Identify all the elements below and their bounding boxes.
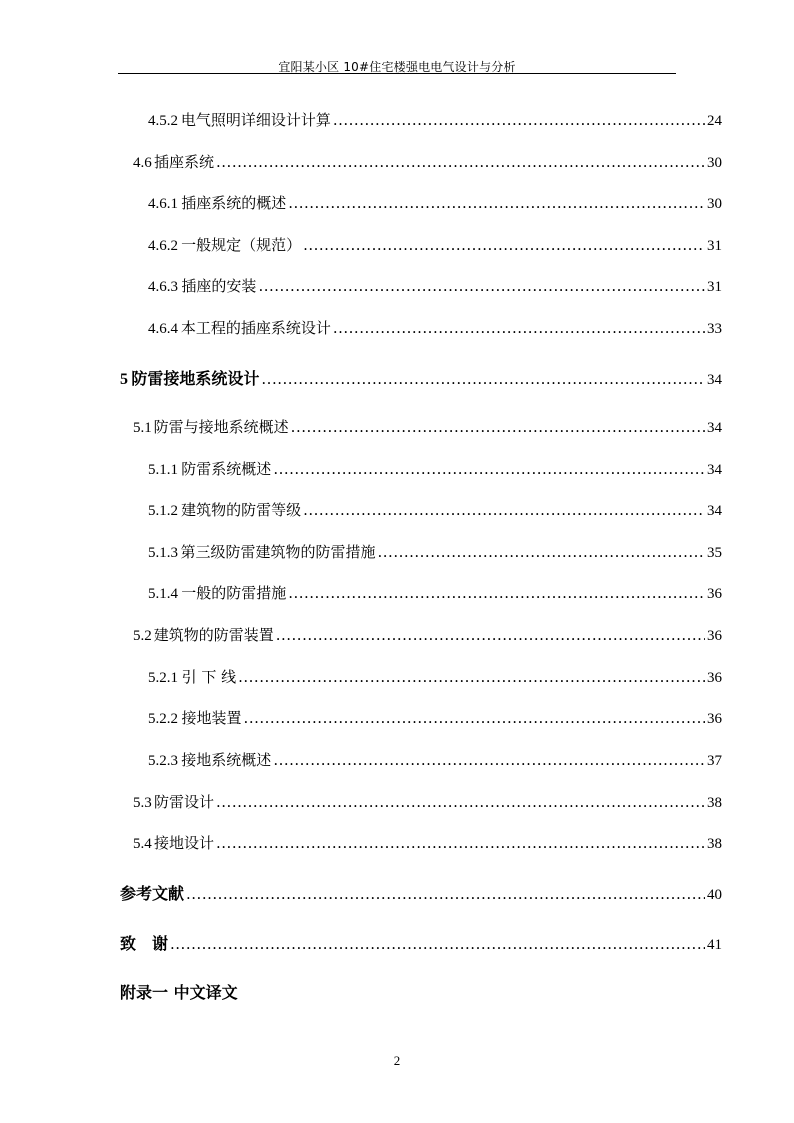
toc-entry-number: 5.3 [133, 795, 152, 811]
toc-entry-label: 防雷系统概述 [181, 460, 272, 478]
toc-entry-4-6[interactable] [133, 151, 722, 172]
toc-entry-number: 5.1 [133, 420, 152, 436]
toc-entry-acknowledgements[interactable] [120, 931, 722, 954]
toc-entry-label: 防雷接地系统设计 [131, 369, 260, 388]
toc-entry-label: 建筑物的防雷等级 [181, 501, 302, 519]
toc-entry-page: 33 [707, 321, 722, 337]
toc-entry-label: 插座系统的概述 [181, 194, 287, 212]
toc-entry-label: 接地装置 [181, 709, 242, 727]
toc-entry-label: 一般的防雷措施 [181, 584, 287, 602]
toc-entry-label: 第三级防雷建筑物的防雷措施 [180, 543, 376, 561]
toc-entry-5-2-3[interactable] [148, 749, 722, 770]
dot-leader [276, 626, 705, 644]
toc-entry-references[interactable] [120, 881, 722, 904]
toc-entry-number: 4.6.1 [148, 196, 178, 212]
toc-entry-number: 5.2.1 [148, 670, 178, 686]
toc-entry-5-2-2[interactable] [148, 707, 722, 728]
toc-entry-page: 24 [707, 113, 722, 129]
dot-leader [216, 153, 705, 171]
toc-entry-label: 一般规定（规范） [181, 236, 302, 254]
toc-entry-label: 插座的安装 [181, 277, 257, 295]
toc-entry-appendix[interactable]: 附录一 中文译文 [120, 983, 238, 1002]
toc-entry-number: 4.6.2 [148, 238, 178, 254]
toc-entry-page: 36 [707, 670, 722, 686]
dot-leader [186, 885, 705, 903]
toc-entry-page: 36 [707, 628, 722, 644]
toc-entry-5-1[interactable] [133, 416, 722, 437]
toc-entry-number: 5.4 [133, 836, 152, 852]
dot-leader [216, 834, 705, 852]
dot-leader [333, 319, 705, 337]
toc-entry-page: 31 [707, 238, 722, 254]
dot-leader [170, 935, 705, 953]
toc-entry-page: 40 [707, 887, 722, 903]
toc-entry-label: 防雷设计 [154, 793, 215, 811]
dot-leader [378, 543, 705, 561]
toc-entry-5[interactable] [120, 366, 722, 389]
toc-entry-5-3[interactable] [133, 791, 722, 812]
toc-entry-page: 41 [707, 937, 722, 953]
dot-leader [258, 277, 705, 295]
dot-leader [273, 460, 705, 478]
toc-entry-4-6-3[interactable] [148, 275, 722, 296]
toc-entry-label: 致 谢 [120, 934, 169, 953]
toc-entry-5-1-3[interactable] [148, 541, 722, 562]
page-number: 2 [393, 1053, 401, 1068]
toc-entry-label: 建筑物的防雷装置 [153, 626, 274, 644]
toc-entry-page: 36 [707, 586, 722, 602]
dot-leader [288, 194, 705, 212]
toc-entry-5-2-1[interactable] [148, 666, 722, 687]
dot-leader [244, 709, 705, 727]
toc-entry-number: 4.6.4 [148, 321, 178, 337]
toc-entry-page: 38 [707, 836, 722, 852]
toc-entry-page: 34 [707, 462, 722, 478]
toc-entry-5-4[interactable] [133, 832, 722, 853]
toc-entry-page: 34 [707, 372, 722, 388]
toc-entry-number: 5.1.1 [148, 462, 178, 478]
toc-entry-label: 插座系统 [154, 153, 215, 171]
dot-leader [303, 501, 705, 519]
toc-entry-5-1-1[interactable] [148, 458, 722, 479]
page-header-title: 宜阳某小区 10#住宅楼强电电气设计与分析 [278, 60, 516, 74]
toc-entry-label: 参考文献 [120, 884, 185, 903]
toc-entry-label: 接地设计 [154, 834, 215, 852]
toc-entry-5-1-4[interactable] [148, 582, 722, 603]
dot-leader [216, 793, 705, 811]
toc-entry-4-6-2[interactable] [148, 234, 722, 255]
dot-leader [288, 584, 705, 602]
dot-leader [303, 236, 705, 254]
toc-entry-number: 5.2.2 [148, 711, 178, 727]
toc-entry-page: 36 [707, 711, 722, 727]
header-rule [118, 73, 676, 74]
dot-leader [273, 751, 705, 769]
toc-entry-page: 34 [707, 503, 722, 519]
toc-entry-number: 4.5.2 [148, 113, 178, 129]
toc-entry-number: 5 [120, 371, 128, 388]
toc-entry-5-1-2[interactable] [148, 499, 722, 520]
toc-entry-5-2[interactable] [133, 624, 722, 645]
toc-entry-number: 5.1.4 [148, 586, 178, 602]
toc-entry-page: 30 [707, 155, 722, 171]
toc-entry-label: 防雷与接地系统概述 [153, 418, 289, 436]
toc-entry-label: 引 下 线 [181, 668, 237, 686]
toc-entry-page: 37 [707, 753, 722, 769]
toc-entry-number: 5.1.3 [148, 545, 178, 561]
dot-leader [238, 668, 705, 686]
toc-entry-label: 本工程的插座系统设计 [180, 319, 331, 337]
toc-entry-page: 34 [707, 420, 722, 436]
toc-entry-number: 4.6 [133, 155, 152, 171]
toc-entry-number: 5.2 [133, 628, 152, 644]
toc-entry-page: 30 [707, 196, 722, 212]
toc-entry-page: 35 [707, 545, 722, 561]
dot-leader [261, 370, 705, 388]
toc-entry-4-5-2[interactable] [148, 109, 722, 130]
toc-entry-4-6-4[interactable] [148, 317, 722, 338]
toc-entry-number: 5.2.3 [148, 753, 178, 769]
toc-entry-number: 5.1.2 [148, 503, 178, 519]
toc-entry-4-6-1[interactable] [148, 192, 722, 213]
toc-entry-label: 电气照明详细设计计算 [180, 111, 331, 129]
toc-entry-label: 接地系统概述 [181, 751, 272, 769]
toc-entry-page: 31 [707, 279, 722, 295]
dot-leader [291, 418, 705, 436]
toc-entry-number: 4.6.3 [148, 279, 178, 295]
dot-leader [333, 111, 705, 129]
toc-entry-page: 38 [707, 795, 722, 811]
